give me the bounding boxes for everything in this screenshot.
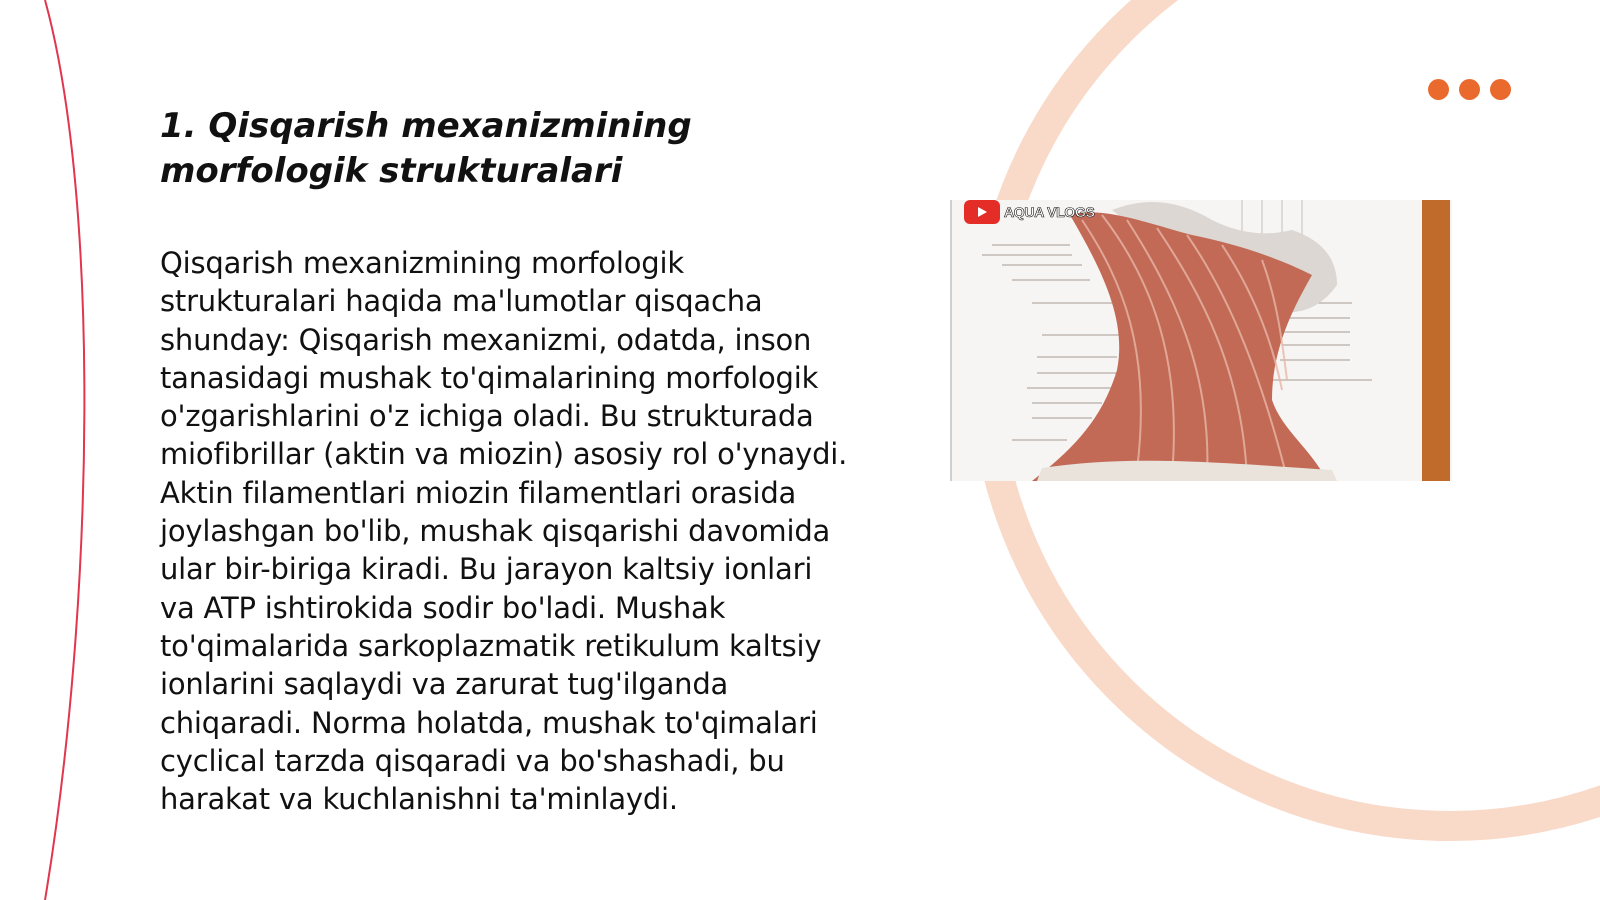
slide-title (160, 104, 820, 194)
dot-icon (1490, 79, 1511, 100)
channel-label: AQUA VLOGS (1004, 204, 1095, 220)
title-line-1: 1. Qisqarish mexanizmining (160, 106, 692, 146)
title-line-2: morfologik strukturalari (160, 151, 623, 191)
play-icon[interactable] (964, 200, 1000, 224)
orange-accent-bar (1422, 200, 1450, 481)
dot-indicator (1428, 79, 1511, 100)
slide-body-text: Qisqarish mexanizmining morfologik strukturalari haqida ma'lumotlar qisqacha shunday: Qisqarish mexanizmi, odatda, inson tanasidagi mushak to'qimalarining morfologik o'zgarishlarini o'z ichiga oladi. Bu strukturada miofibrillar (aktin va miozin) asosiy rol o'ynaydi. Aktin filamentlari miozin filamentlari orasida joylashgan bo'lib, mushak qisqarishi davomida ular bir-biriga kiradi. Bu jarayon kaltsiy ionlari va ATP ishtirokida sodir bo'ladi. Mushak to'qimalarida sarkoplazmatik retikulum kaltsiy ionlarini saqlaydi va zarurat tug'ilganda chiqaradi. Norma holatda, mushak to'qimalari cyclical tarzda qisqaradi va bo'shashadi, bu harakat va kuchlanishni ta'minlaydi. (160, 246, 848, 817)
left-accent-line (45, 0, 84, 900)
anatomy-video-thumbnail[interactable] (950, 200, 1452, 481)
channel-badge[interactable] (964, 200, 1095, 224)
dot-icon (1428, 79, 1449, 100)
dot-icon (1459, 79, 1480, 100)
neck-muscles-illustration (952, 200, 1452, 481)
